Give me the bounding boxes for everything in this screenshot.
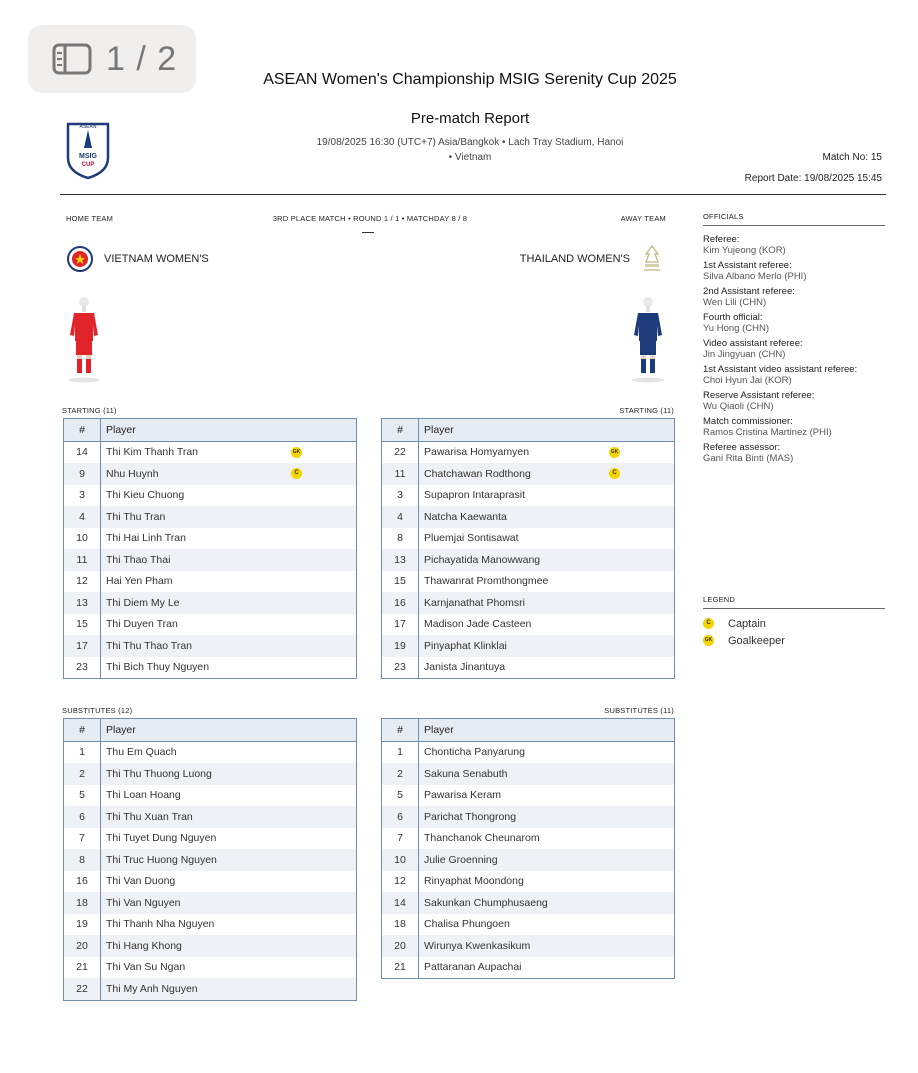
player-number: 7 bbox=[64, 828, 101, 850]
match-number bbox=[823, 152, 882, 163]
table-row bbox=[64, 741, 357, 763]
match-meta-line1: 19/08/2025 16:30 (UTC+7) Asia/Bangkok • Lach Tray Stadium, Hanoi bbox=[316, 137, 624, 148]
player-name: Pinyaphat Klinklai bbox=[424, 639, 507, 652]
away-sock-left bbox=[641, 359, 646, 373]
player-name: Chalisa Phungoen bbox=[424, 918, 510, 931]
legend-captain-label: Captain bbox=[728, 617, 766, 630]
player-cell bbox=[101, 441, 357, 463]
logo-line1: MSIG bbox=[79, 153, 97, 160]
player-name: Thi Van Nguyen bbox=[106, 896, 181, 909]
player-name: Sakuna Senabuth bbox=[424, 767, 508, 780]
table-row bbox=[64, 871, 357, 893]
player-number: 8 bbox=[382, 528, 419, 550]
player-name: Thi Hang Khong bbox=[106, 939, 182, 952]
player-cell bbox=[101, 549, 357, 571]
player-cell bbox=[419, 785, 675, 807]
official-name: Jin Jingyuan (CHN) bbox=[703, 349, 786, 360]
player-cell bbox=[101, 571, 357, 593]
table-row bbox=[64, 506, 357, 528]
legend-goalkeeper-label: Goalkeeper bbox=[728, 634, 785, 647]
report-subtitle: Pre-match Report bbox=[410, 110, 530, 127]
home-sock-left bbox=[77, 359, 82, 373]
official-name: Kim Yujeong (KOR) bbox=[703, 245, 786, 256]
official-name: Gani Rita Binti (MAS) bbox=[703, 453, 794, 464]
player-number: 12 bbox=[64, 571, 101, 593]
table-row bbox=[382, 614, 675, 636]
player-cell bbox=[419, 957, 675, 979]
col-player-header: Player bbox=[101, 719, 357, 742]
player-cell bbox=[101, 828, 357, 850]
table-row bbox=[382, 806, 675, 828]
official-name: Silva Albano Merlo (PHI) bbox=[703, 271, 807, 282]
player-cell bbox=[419, 635, 675, 657]
official-name: Yu Hong (CHN) bbox=[703, 323, 769, 334]
col-number-header: # bbox=[64, 719, 101, 742]
player-cell bbox=[419, 614, 675, 636]
player-name: Thi Kieu Chuong bbox=[106, 489, 185, 502]
goalkeeper-badge-icon: GK bbox=[609, 447, 620, 458]
player-name: Thi Van Su Ngan bbox=[106, 961, 186, 974]
away-starting-table bbox=[381, 418, 675, 679]
away-kit-icon bbox=[630, 295, 666, 383]
player-name: Thi Van Duong bbox=[106, 875, 176, 888]
player-number: 14 bbox=[382, 892, 419, 914]
player-cell bbox=[419, 549, 675, 571]
player-cell bbox=[101, 785, 357, 807]
player-name: Thi Diem My Le bbox=[106, 596, 180, 609]
player-number: 4 bbox=[64, 506, 101, 528]
official-role: Fourth official: bbox=[703, 312, 763, 323]
player-name: Nhu Huynh bbox=[106, 467, 159, 480]
player-number: 5 bbox=[64, 785, 101, 807]
away-starting-label: STARTING (11) bbox=[619, 406, 674, 415]
player-name: Pluemjai Sontisawat bbox=[424, 532, 519, 545]
legend-heading: LEGEND bbox=[703, 595, 736, 604]
table-row bbox=[64, 441, 357, 463]
col-number-header: # bbox=[382, 719, 419, 742]
player-name: Thu Em Quach bbox=[106, 746, 177, 759]
table-row bbox=[64, 571, 357, 593]
player-cell bbox=[419, 914, 675, 936]
legend-captain bbox=[703, 615, 885, 632]
player-cell bbox=[101, 914, 357, 936]
player-name: Thi My Anh Nguyen bbox=[106, 982, 198, 995]
official-name: Wu Qiaoli (CHN) bbox=[703, 401, 774, 412]
player-name: Thawanrat Promthongmee bbox=[424, 575, 549, 588]
player-name: Rinyaphat Moondong bbox=[424, 875, 524, 888]
table-row bbox=[64, 657, 357, 679]
player-cell bbox=[419, 763, 675, 785]
official-role: 1st Assistant video assistant referee: bbox=[703, 364, 858, 375]
official-role: Reserve Assistant referee: bbox=[703, 390, 815, 401]
table-row bbox=[64, 914, 357, 936]
away-sock-right bbox=[650, 359, 655, 373]
page-counter[interactable] bbox=[28, 25, 196, 93]
goalkeeper-badge-icon: GK bbox=[703, 635, 714, 646]
table-row bbox=[64, 935, 357, 957]
home-shorts bbox=[76, 341, 92, 355]
player-cell bbox=[101, 528, 357, 550]
player-cell bbox=[101, 871, 357, 893]
player-cell bbox=[101, 592, 357, 614]
player-cell bbox=[101, 892, 357, 914]
table-row bbox=[64, 592, 357, 614]
player-number: 1 bbox=[64, 741, 101, 763]
goalkeeper-badge-icon: GK bbox=[291, 447, 302, 458]
col-player-header: Player bbox=[419, 419, 675, 442]
table-row bbox=[64, 485, 357, 507]
player-cell bbox=[101, 614, 357, 636]
player-number: 15 bbox=[64, 614, 101, 636]
table-row bbox=[382, 635, 675, 657]
col-player-header: Player bbox=[101, 419, 357, 442]
away-shirt bbox=[634, 313, 662, 341]
table-row bbox=[382, 657, 675, 679]
player-cell bbox=[419, 485, 675, 507]
player-name: Julie Groenning bbox=[424, 853, 498, 866]
table-row bbox=[64, 763, 357, 785]
player-name: Thi Thao Thai bbox=[106, 553, 171, 566]
player-name: Parichat Thongrong bbox=[424, 810, 517, 823]
report-title: ASEAN Women's Championship MSIG Serenity Cup 2025 bbox=[263, 71, 677, 88]
official-name: Wen Lili (CHN) bbox=[703, 297, 767, 308]
player-cell bbox=[101, 741, 357, 763]
player-cell bbox=[101, 506, 357, 528]
player-number: 17 bbox=[64, 635, 101, 657]
captain-badge-icon: C bbox=[703, 618, 714, 629]
player-number: 5 bbox=[382, 785, 419, 807]
badge-wrap bbox=[291, 468, 302, 480]
player-number: 12 bbox=[382, 871, 419, 893]
table-row bbox=[64, 849, 357, 871]
away-substitutes-label: SUBSTITUTES (11) bbox=[604, 706, 674, 715]
match-meta-line2: • Vietnam bbox=[448, 152, 492, 163]
home-shirt bbox=[70, 313, 98, 341]
table-row bbox=[382, 892, 675, 914]
official-role: Video assistant referee: bbox=[703, 338, 803, 349]
home-substitutes-table bbox=[63, 718, 357, 1001]
badge-wrap bbox=[291, 446, 302, 458]
table-row bbox=[64, 978, 357, 1000]
player-number: 13 bbox=[382, 549, 419, 571]
player-cell bbox=[419, 441, 675, 463]
player-number: 11 bbox=[382, 463, 419, 485]
table-row bbox=[64, 785, 357, 807]
home-kit-icon bbox=[66, 295, 102, 383]
player-name: Thi Tuyet Dung Nguyen bbox=[106, 832, 217, 845]
player-cell bbox=[101, 635, 357, 657]
official-name: Ramos Cristina Martinez (PHI) bbox=[703, 427, 832, 438]
report-date bbox=[745, 173, 882, 184]
player-cell bbox=[419, 657, 675, 679]
player-number: 10 bbox=[382, 849, 419, 871]
table-row bbox=[382, 506, 675, 528]
player-number: 1 bbox=[382, 741, 419, 763]
player-name: Thi Loan Hoang bbox=[106, 789, 181, 802]
table-row bbox=[64, 828, 357, 850]
player-name: Madison Jade Casteen bbox=[424, 618, 532, 631]
table-row bbox=[64, 635, 357, 657]
match-number-value: 15 bbox=[870, 152, 882, 163]
officials-heading: OFFICIALS bbox=[703, 212, 744, 221]
player-number: 2 bbox=[64, 763, 101, 785]
logo-line2: CUP bbox=[81, 162, 95, 168]
player-cell bbox=[101, 485, 357, 507]
player-cell bbox=[419, 892, 675, 914]
player-cell bbox=[101, 763, 357, 785]
player-name: Pichayatida Manowwang bbox=[424, 553, 541, 566]
player-number: 2 bbox=[382, 763, 419, 785]
player-cell bbox=[419, 741, 675, 763]
player-number: 23 bbox=[382, 657, 419, 679]
player-number: 21 bbox=[382, 957, 419, 979]
player-cell bbox=[101, 957, 357, 979]
table-row bbox=[64, 892, 357, 914]
player-number: 7 bbox=[382, 828, 419, 850]
table-row bbox=[382, 763, 675, 785]
table-row bbox=[382, 549, 675, 571]
player-name: Chatchawan Rodthong bbox=[424, 467, 531, 480]
player-cell bbox=[419, 506, 675, 528]
player-number: 3 bbox=[64, 485, 101, 507]
player-name: Thi Thu Xuan Tran bbox=[106, 810, 193, 823]
player-cell bbox=[419, 849, 675, 871]
player-number: 14 bbox=[64, 441, 101, 463]
player-number: 6 bbox=[64, 806, 101, 828]
table-row bbox=[382, 741, 675, 763]
table-row bbox=[382, 957, 675, 979]
player-name: Pawarisa Homyamyen bbox=[424, 446, 530, 459]
away-team-crest-icon bbox=[640, 244, 664, 274]
badge-wrap bbox=[609, 468, 620, 480]
table-row bbox=[382, 914, 675, 936]
table-row bbox=[382, 485, 675, 507]
official-role: 1st Assistant referee: bbox=[703, 260, 792, 271]
player-name: Janista Jinantuya bbox=[424, 661, 506, 674]
player-name: Thanchanok Cheunarom bbox=[424, 832, 540, 845]
col-number-header: # bbox=[382, 419, 419, 442]
player-number: 18 bbox=[382, 914, 419, 936]
player-name: Hai Yen Pham bbox=[106, 575, 173, 588]
away-substitutes-table bbox=[381, 718, 675, 979]
player-number: 13 bbox=[64, 592, 101, 614]
player-name: Chonticha Panyarung bbox=[424, 746, 525, 759]
legend-divider bbox=[703, 608, 885, 609]
player-cell bbox=[419, 528, 675, 550]
player-name: Thi Thu Tran bbox=[106, 510, 166, 523]
player-number: 6 bbox=[382, 806, 419, 828]
table-row bbox=[64, 614, 357, 636]
table-row bbox=[64, 806, 357, 828]
legend-panel bbox=[703, 595, 885, 649]
player-number: 11 bbox=[64, 549, 101, 571]
captain-badge-icon: C bbox=[609, 468, 620, 479]
tournament-logo bbox=[62, 118, 114, 180]
table-row bbox=[382, 785, 675, 807]
player-cell bbox=[101, 657, 357, 679]
home-team-name: VIETNAM WOMEN'S bbox=[104, 253, 209, 265]
player-name: Thi Kim Thanh Tran bbox=[106, 446, 199, 459]
home-starting-table bbox=[63, 418, 357, 679]
player-cell bbox=[101, 978, 357, 1000]
player-number: 10 bbox=[64, 528, 101, 550]
col-number-header: # bbox=[64, 419, 101, 442]
page-counter-text: 1 / 2 bbox=[106, 39, 178, 78]
sidebar-toggle-icon bbox=[52, 43, 92, 75]
player-number: 17 bbox=[382, 614, 419, 636]
player-number: 3 bbox=[382, 485, 419, 507]
player-number: 19 bbox=[382, 635, 419, 657]
player-number: 20 bbox=[382, 935, 419, 957]
table-row bbox=[382, 592, 675, 614]
report-date-value: 19/08/2025 15:45 bbox=[804, 173, 882, 184]
player-cell bbox=[419, 463, 675, 485]
player-cell bbox=[419, 806, 675, 828]
player-number: 22 bbox=[64, 978, 101, 1000]
table-row bbox=[64, 957, 357, 979]
player-cell bbox=[419, 571, 675, 593]
player-cell bbox=[419, 592, 675, 614]
home-team-crest-icon bbox=[66, 245, 94, 273]
player-name: Pawarisa Keram bbox=[424, 789, 502, 802]
player-name: Thi Thanh Nha Nguyen bbox=[106, 918, 215, 931]
legend-goalkeeper bbox=[703, 632, 885, 649]
official-role: Referee: bbox=[703, 234, 740, 245]
away-shorts bbox=[640, 341, 656, 355]
player-cell bbox=[419, 828, 675, 850]
player-number: 20 bbox=[64, 935, 101, 957]
official-role: Match commissioner: bbox=[703, 416, 793, 427]
player-name: Thi Hai Linh Tran bbox=[106, 532, 186, 545]
home-starting-label: STARTING (11) bbox=[62, 406, 117, 415]
match-number-label: Match No: bbox=[822, 152, 869, 163]
player-name: Thi Thu Thuong Luong bbox=[106, 767, 212, 780]
player-number: 4 bbox=[382, 506, 419, 528]
home-team-label: HOME TEAM bbox=[66, 214, 114, 223]
player-number: 9 bbox=[64, 463, 101, 485]
player-number: 23 bbox=[64, 657, 101, 679]
player-name: Natcha Kaewanta bbox=[424, 510, 507, 523]
official-name: Choi Hyun Jai (KOR) bbox=[703, 375, 792, 386]
away-team-name: THAILAND WOMEN'S bbox=[519, 253, 630, 265]
player-number: 16 bbox=[382, 592, 419, 614]
player-name: Thi Thu Thao Tran bbox=[106, 639, 192, 652]
player-number: 15 bbox=[382, 571, 419, 593]
player-name: Karnjanathat Phomsri bbox=[424, 596, 525, 609]
table-row bbox=[382, 441, 675, 463]
player-name: Pattaranan Aupachai bbox=[424, 961, 522, 974]
player-number: 8 bbox=[64, 849, 101, 871]
player-cell bbox=[419, 871, 675, 893]
table-row bbox=[382, 571, 675, 593]
table-row bbox=[64, 549, 357, 571]
player-number: 21 bbox=[64, 957, 101, 979]
player-number: 18 bbox=[64, 892, 101, 914]
home-substitutes-label: SUBSTITUTES (12) bbox=[62, 706, 133, 715]
table-row bbox=[64, 463, 357, 485]
player-number: 22 bbox=[382, 441, 419, 463]
player-name: Supapron Intaraprasit bbox=[424, 489, 525, 502]
player-number: 19 bbox=[64, 914, 101, 936]
table-row bbox=[382, 463, 675, 485]
table-row bbox=[382, 828, 675, 850]
table-row bbox=[382, 871, 675, 893]
table-row bbox=[382, 849, 675, 871]
table-row bbox=[382, 528, 675, 550]
player-name: Thi Duyen Tran bbox=[106, 618, 178, 631]
report-date-label: Report Date: bbox=[744, 173, 802, 184]
badge-wrap bbox=[609, 446, 620, 458]
match-meta bbox=[290, 135, 650, 165]
home-sock-right bbox=[86, 359, 91, 373]
score-separator bbox=[362, 232, 374, 233]
officials-panel bbox=[703, 212, 885, 467]
official-role: 2nd Assistant referee: bbox=[703, 286, 795, 297]
player-cell bbox=[101, 463, 357, 485]
player-number: 16 bbox=[64, 871, 101, 893]
match-stage: 3RD PLACE MATCH • ROUND 1 / 1 • MATCHDAY 8 / 8 bbox=[272, 214, 468, 223]
player-cell bbox=[419, 935, 675, 957]
player-name: Thi Truc Huong Nguyen bbox=[106, 853, 217, 866]
header-divider bbox=[60, 194, 886, 195]
officials-divider bbox=[703, 225, 885, 226]
logo-top-text: ASEAN bbox=[79, 124, 97, 130]
player-name: Sakunkan Chumphusaeng bbox=[424, 896, 548, 909]
player-cell bbox=[101, 849, 357, 871]
player-cell bbox=[101, 935, 357, 957]
table-row bbox=[382, 935, 675, 957]
official-role: Referee assessor: bbox=[703, 442, 781, 453]
col-player-header: Player bbox=[419, 719, 675, 742]
player-name: Wirunya Kwenkasikum bbox=[424, 939, 531, 952]
player-cell bbox=[101, 806, 357, 828]
table-row bbox=[64, 528, 357, 550]
captain-badge-icon: C bbox=[291, 468, 302, 479]
away-team-label: AWAY TEAM bbox=[620, 214, 666, 223]
player-name: Thi Bich Thuy Nguyen bbox=[106, 661, 210, 674]
